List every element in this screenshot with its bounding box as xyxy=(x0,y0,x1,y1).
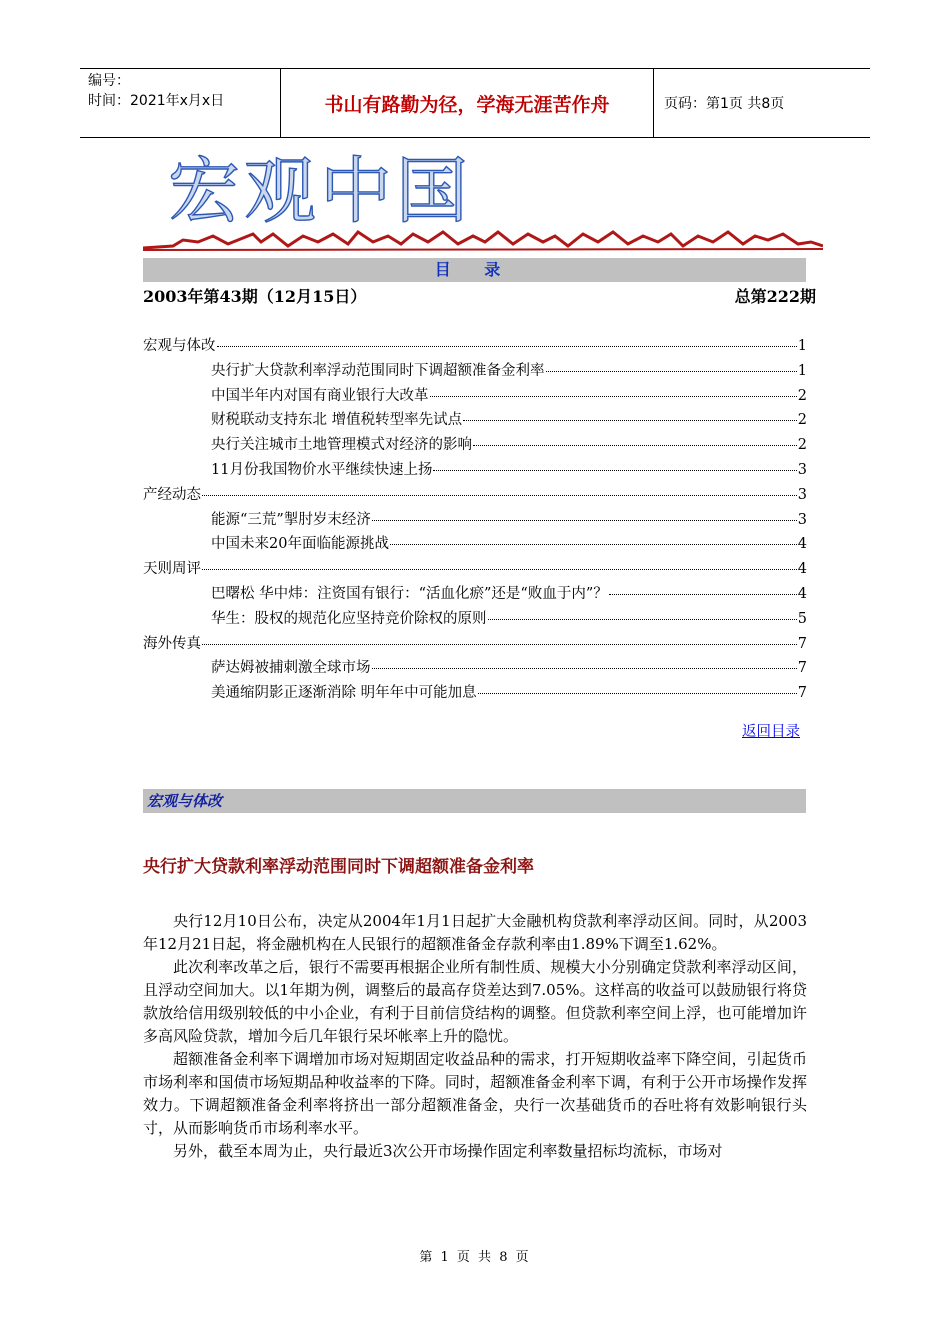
toc-entry[interactable] xyxy=(143,408,807,433)
toc-entry-page: 1 xyxy=(797,362,807,379)
toc-entry-page: 2 xyxy=(797,412,807,429)
publication-logo-title: 宏观中国 xyxy=(168,149,473,233)
article-body xyxy=(143,910,807,1163)
toc-dot-leader xyxy=(202,483,797,496)
article-paragraph: 另外，截至本周为止，央行最近3次公开市场操作固定利率数量招标均流标，市场对 xyxy=(173,1142,723,1160)
toc-dot-leader xyxy=(433,458,796,471)
toc-entry-page: 7 xyxy=(797,660,807,677)
toc-entry-page: 7 xyxy=(797,635,807,652)
toc-entry[interactable] xyxy=(143,681,807,706)
header-meta xyxy=(80,69,281,137)
issue-date: 2003年第43期（12月15日） xyxy=(143,287,367,306)
toc-entry-page: 2 xyxy=(797,387,807,404)
toc-entry-title: 11月份我国物价水平继续快速上扬 xyxy=(211,461,433,478)
toc-dot-leader xyxy=(372,656,797,669)
toc-entry-page: 4 xyxy=(797,536,807,553)
toc-dot-leader xyxy=(372,508,797,521)
toc-entry-title: 美通缩阴影正逐渐消除 明年年中可能加息 xyxy=(211,685,477,702)
toc-entry-title: 中国未来20年面临能源挑战 xyxy=(211,536,389,553)
toc-entry-page: 3 xyxy=(797,486,807,503)
toc-entry[interactable] xyxy=(143,458,807,483)
toc-dot-leader xyxy=(463,408,797,421)
toc-entry-page: 5 xyxy=(797,610,807,627)
article-title: 央行扩大贷款利率浮动范围同时下调超额准备金利率 xyxy=(143,857,534,877)
toc-dot-leader xyxy=(609,582,797,595)
toc-entry-title: 产经动态 xyxy=(143,486,201,503)
toc-entry-title: 海外传真 xyxy=(143,635,201,652)
toc-entry-page: 4 xyxy=(797,561,807,578)
table-of-contents xyxy=(143,334,807,706)
section-title-bar: 宏观与体改 xyxy=(143,789,806,813)
header-page-info: 页码：第1页 共8页 xyxy=(664,96,785,112)
time-label: 时间：2021年x月x日 xyxy=(88,93,225,109)
toc-entry[interactable] xyxy=(143,607,807,632)
toc-entry-page: 2 xyxy=(797,437,807,454)
article-paragraph: 超额准备金利率下调增加市场对短期固定收益品种的需求，打开短期收益率下降空间，引起货币市场利率和国债市场短期品种收益率的下降。同时，超额准备金利率下调，有利于公开市场操作发挥效力。下调超额准备金利率将挤出一部分超额准备金，央行一次基础货币的吞吐将有效影响银行头寸，从而影响货币市场利率水平。 xyxy=(143,1050,807,1137)
skyline-decoration xyxy=(143,228,823,254)
issue-info xyxy=(143,286,816,308)
toc-entry-title: 华生：股权的规范化应坚持竞价除权的原则 xyxy=(211,610,487,627)
page-footer: 第 1 页 共 8 页 xyxy=(419,1250,531,1265)
toc-dot-leader xyxy=(478,681,797,694)
article-paragraph: 央行12月10日公布，决定从2004年1月1日起扩大金融机构贷款利率浮动区间。同时，从2003年12月21日起，将金融机构在人民银行的超额准备金存款利率由1.89%下调至1.62%。 xyxy=(143,912,807,953)
toc-entry[interactable] xyxy=(143,532,807,557)
toc-dot-leader xyxy=(202,557,797,570)
toc-header-bar: 目 录 xyxy=(143,258,806,282)
toc-entry-title: 能源“三荒”掣肘岁末经济 xyxy=(211,511,371,528)
toc-dot-leader xyxy=(217,334,797,347)
toc-entry-page: 7 xyxy=(797,685,807,702)
toc-entry[interactable] xyxy=(143,508,807,533)
toc-entry[interactable] xyxy=(143,483,807,508)
issue-total: 总第222期 xyxy=(734,287,816,306)
toc-entry[interactable] xyxy=(143,359,807,384)
toc-entry[interactable] xyxy=(143,384,807,409)
document-header xyxy=(80,68,870,138)
article-paragraph: 此次利率改革之后，银行不需要再根据企业所有制性质、规模大小分别确定贷款利率浮动区间，且浮动空间加大。以1年期为例，调整后的最高存贷差达到7.05%。这样高的收益可以鼓励银行将贷款放给信用级别较低的中小企业，有利于目前信贷结构的调整。但贷款利率空间上浮，也可能增加许多高风险贷款，增加今后几年银行呆坏帐率上升的隐忧。 xyxy=(143,958,807,1045)
toc-entry-title: 巴曙松 华中炜：注资国有银行：“活血化瘀”还是“败血于内”？ xyxy=(211,585,608,602)
toc-entry-page: 3 xyxy=(797,511,807,528)
header-motto: 书山有路勤为径，学海无涯苦作舟 xyxy=(281,69,654,137)
toc-entry-page: 3 xyxy=(797,461,807,478)
toc-entry[interactable] xyxy=(143,433,807,458)
toc-entry-title: 央行扩大贷款利率浮动范围同时下调超额准备金利率 xyxy=(211,362,545,379)
toc-entry[interactable] xyxy=(143,656,807,681)
toc-entry[interactable] xyxy=(143,632,807,657)
toc-dot-leader xyxy=(473,433,797,446)
toc-entry-title: 天则周评 xyxy=(143,561,201,578)
toc-entry[interactable] xyxy=(143,582,807,607)
toc-entry-title: 央行关注城市土地管理模式对经济的影响 xyxy=(211,437,472,454)
toc-dot-leader xyxy=(488,607,797,620)
toc-dot-leader xyxy=(390,532,797,545)
number-label: 编号： xyxy=(88,73,130,89)
toc-entry-page: 1 xyxy=(797,338,807,354)
toc-entry-title: 中国半年内对国有商业银行大改革 xyxy=(211,387,429,404)
toc-dot-leader xyxy=(546,359,797,372)
toc-entry-title: 财税联动支持东北 增值税转型率先试点 xyxy=(211,412,463,429)
toc-entry[interactable] xyxy=(143,334,807,359)
toc-entry[interactable] xyxy=(143,557,807,582)
return-to-toc-link[interactable]: 返回目录 xyxy=(742,724,800,740)
toc-entry-title: 宏观与体改 xyxy=(143,338,216,354)
toc-entry-page: 4 xyxy=(797,585,807,602)
toc-entry-title: 萨达姆被捕刺激全球市场 xyxy=(211,660,371,677)
toc-dot-leader xyxy=(202,632,797,645)
toc-dot-leader xyxy=(430,384,797,397)
